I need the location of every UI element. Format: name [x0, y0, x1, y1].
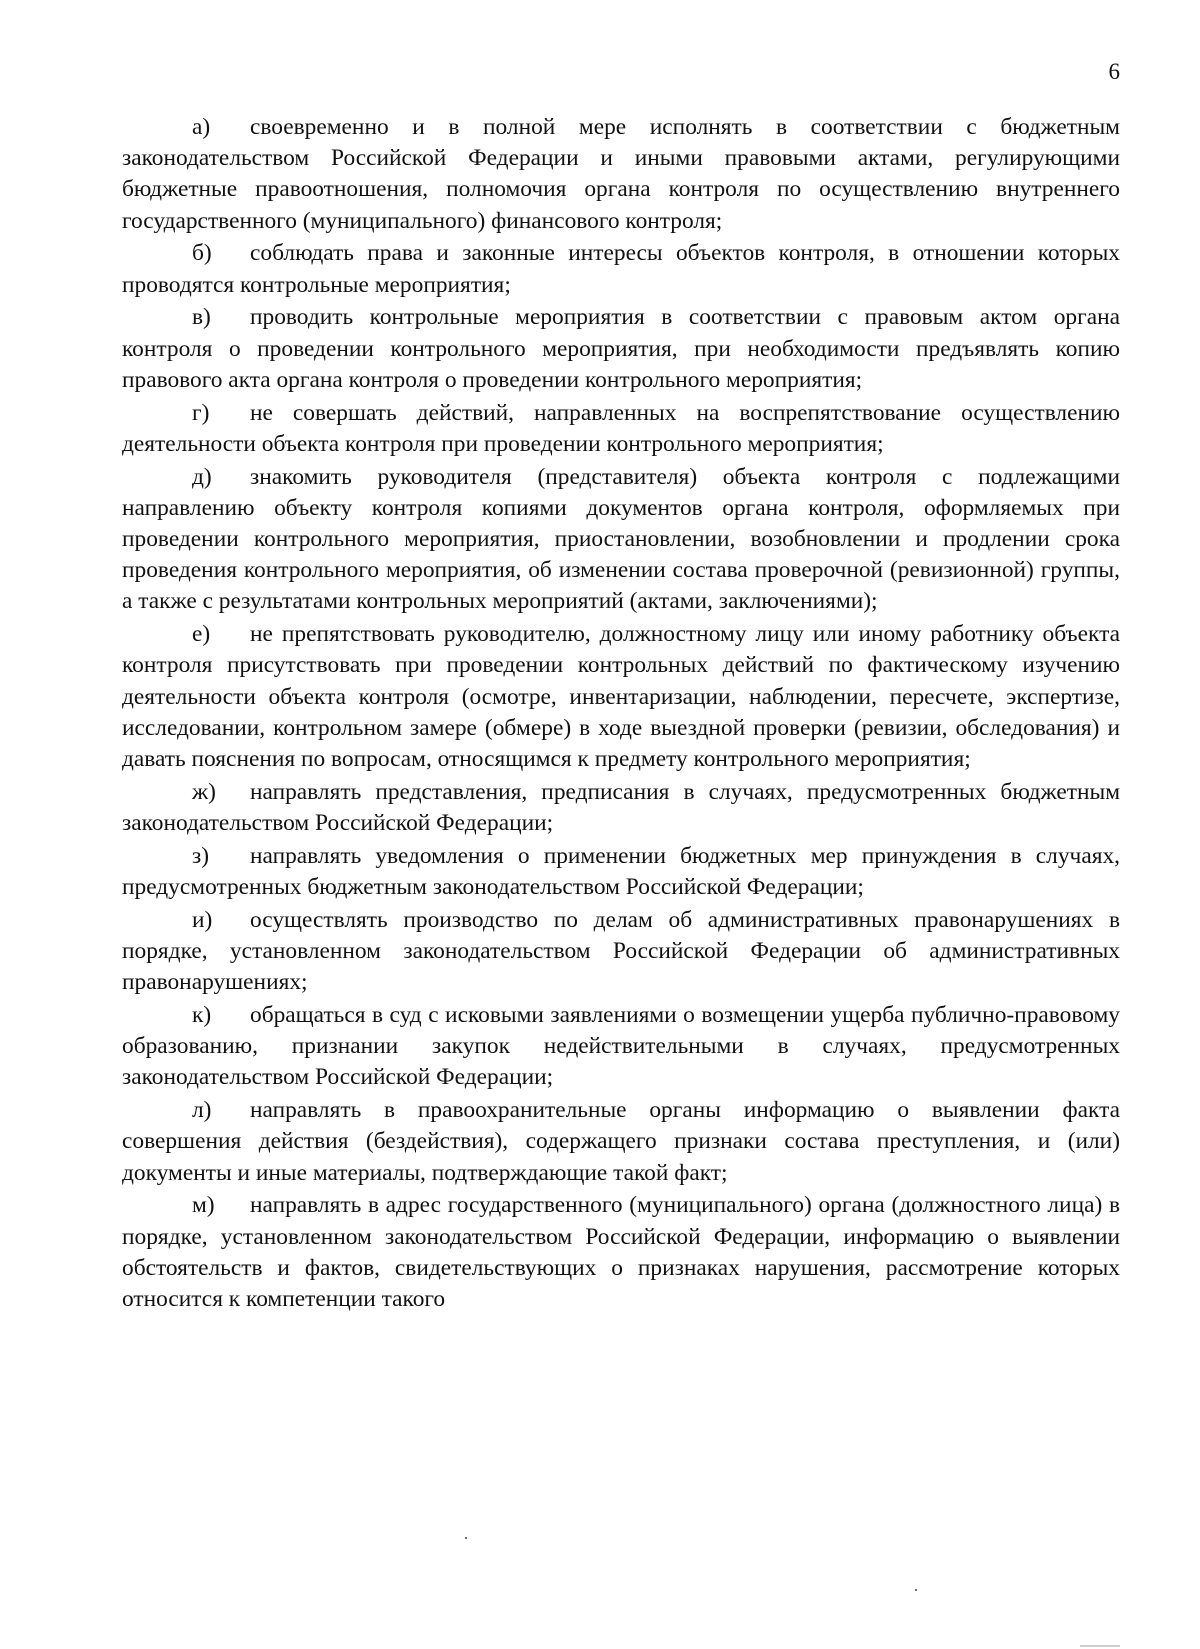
list-item-zh	[122, 777, 1120, 839]
item-text: направлять в правоохранительные органы информацию о выявлении факта совершения действия (бездействия), содержащего признаки состава преступления, и (или) документы и иные материалы, подтверждающие такой факт;	[122, 1097, 1120, 1186]
item-marker: а)	[192, 114, 211, 140]
list-item-i	[122, 905, 1120, 999]
item-text: направлять представления, предписания в случаях, предусмотренных бюджетным законодательством Российской Федерации;	[122, 778, 1120, 837]
list-item-k	[122, 1000, 1120, 1094]
list-item-l	[122, 1095, 1120, 1189]
list-item-b	[122, 238, 1120, 300]
list-item-v	[122, 302, 1120, 396]
item-marker: д)	[192, 463, 212, 490]
list-item-m	[122, 1190, 1120, 1315]
item-marker: е)	[192, 621, 211, 648]
list-item-d	[122, 462, 1120, 618]
list-item-a	[122, 112, 1120, 237]
item-text: знакомить руководителя (представителя) объекта контроля с подлежащими направлению объекту контроля копиями документов органа контроля, оформляемых при проведении контрольного мероприятия, приостановлении, возобновлении и продлении срока проведения контрольного мероприятия, об изменении состава проверочной (ревизионной) группы, а также с результатами контрольных мероприятий (актами, заключениями);	[122, 463, 1120, 615]
item-text: не совершать действий, направленных на воспрепятствование осуществлению деятельности объекта контроля при проведении контрольного мероприятия;	[122, 399, 1120, 457]
item-marker: ж)	[192, 778, 216, 805]
item-text: соблюдать права и законные интересы объектов контроля, в отношении которых проводятся контрольные мероприятия;	[122, 240, 1120, 298]
item-marker: б)	[192, 240, 212, 267]
item-text: направлять уведомления о применении бюджетных мер принуждения в случаях, предусмотренных бюджетным законодательством Российской Федерации;	[122, 842, 1120, 901]
item-marker: в)	[192, 304, 211, 331]
item-text: своевременно и в полной мере исполнять в соответствии с бюджетным законодательством Российской Федерации и иными правовыми актами, регулирующими бюджетные правоотношения, полномочия органа контроля по осуществлению внутреннего государственного (муниципального) финансового контроля;	[122, 114, 1120, 234]
item-text: проводить контрольные мероприятия в соответствии с правовым актом органа контроля о проведении контрольного мероприятия, при необходимости предъявлять копию правового акта органа контроля о проведении контрольного мероприятия;	[122, 304, 1120, 393]
list-item-e	[122, 619, 1120, 775]
page-number: 6	[1108, 59, 1120, 84]
item-text: обращаться в суд с исковыми заявлениями о возмещении ущерба публично-правовому образованию, признании закупок недействительными в случаях, предусмотренных законодательством Российской Федерации;	[122, 1002, 1120, 1091]
item-marker: л)	[192, 1097, 212, 1124]
item-text: направлять в адрес государственного (муниципального) органа (должностного лица) в порядке, установленном законодательством Российской Федерации, информацию о выявлении обстоятельств и фактов, свидетельствующих о признаках нарушения, рассмотрение которых относится к компетенции такого	[122, 1192, 1120, 1313]
item-marker: к)	[192, 1002, 212, 1029]
item-marker: и)	[192, 906, 213, 933]
item-text: не препятствовать руководителю, должностному лицу или иному работнику объекта контроля присутствовать при проведении контрольных действий по фактическому изучению деятельности объекта контроля (осмотре, инвентаризации, наблюдении, пересчете, экспертизе, исследовании, контрольном замере (обмере) в ходе выездной проверки (ревизии, обследования) и давать пояснения по вопросам, относящимся к предмету контрольного мероприятия;	[122, 621, 1120, 773]
scan-speck	[915, 1589, 917, 1591]
document-body	[122, 112, 1120, 1317]
item-marker: м)	[192, 1192, 215, 1219]
list-item-z	[122, 841, 1120, 903]
scan-speck	[1080, 1645, 1120, 1647]
item-marker: г)	[192, 399, 210, 426]
list-item-g	[122, 398, 1120, 460]
item-marker: з)	[192, 842, 210, 869]
item-text: осуществлять производство по делам об административных правонарушениях в порядке, установленном законодательством Российской Федерации об административных правонарушениях;	[122, 906, 1120, 996]
scan-speck	[465, 1537, 467, 1539]
